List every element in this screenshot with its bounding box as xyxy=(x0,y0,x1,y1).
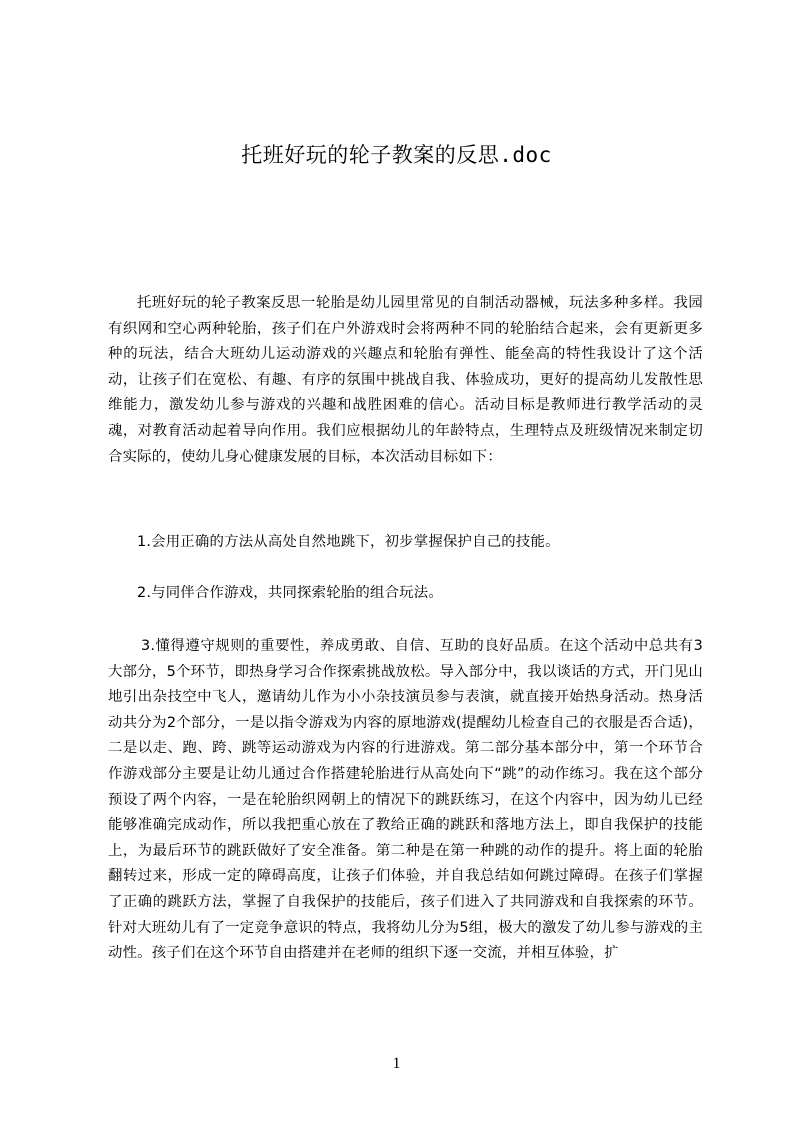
goal-item-1: 1.会用正确的方法从高处自然地跳下，初步掌握保护自己的技能。 xyxy=(137,534,560,550)
goal-item-2: 2.与同伴合作游戏，共同探索轮胎的组合玩法。 xyxy=(137,585,443,601)
document-title: 托班好玩的轮子教案的反思.doc xyxy=(241,143,552,167)
goal-item-3-paragraph: 3.懂得遵守规则的重要性，养成勇敢、自信、互助的良好品质。在这个活动中总共有3大部分，5个环节，即热身学习合作探索挑战放松。导入部分中，我以谈话的方式，开门见山地引出杂技空中飞人，邀请幼儿作为小小杂技演员参与表演，就直接开始热身活动。热身活动共分为2个部分，一是以指令游戏为内容的原地游戏(提醒幼儿检查自己的衣服是否合适)，二是以走、跑、跨、跳等运动游戏为内容的行进游戏。第二部分基本部分中，第一个环节合作游戏部分主要是让幼儿通过合作搭建轮胎进行从高处向下“跳”的动作练习。我在这个部分预设了两个内容，一是在轮胎织网朝上的情况下的跳跃练习，在这个内容中，因为幼儿已经能够准确完成动作，所以我把重心放在了教给正确的跳跃和落地方法上，即自我保护的技能上，为最后环节的跳跃做好了安全准备。第二种是在第一种跳的动作的提升。将上面的轮胎翻转过来，形成一定的障碍高度，让孩子们体验，并自我总结如何跳过障碍。在孩子们掌握了正确的跳跃方法，掌握了自我保护的技能后，孩子们进入了共同游戏和自我探索的环节。针对大班幼儿有了一定竞争意识的特点，我将幼儿分为5组，极大的激发了幼儿参与游戏的主动性。孩子们在这个环节自由搭建并在老师的组织下逐一交流，并相互体验，扩 xyxy=(108,638,703,962)
page-number: 1 xyxy=(392,1055,401,1072)
intro-paragraph: 托班好玩的轮子教案反思一轮胎是幼儿园里常见的自制活动器械，玩法多种多样。我园有织网和空心两种轮胎，孩子们在户外游戏时会将两种不同的轮胎结合起来，会有更新更多种的玩法，结合大班幼儿运动游戏的兴趣点和轮胎有弹性、能垒高的特性我设计了这个活动，让孩子们在宽松、有趣、有序的氛围中挑战自我、体验成功，更好的提高幼儿发散性思维能力，激发幼儿参与游戏的兴趣和战胜困难的信心。活动目标是教师进行教学活动的灵魂，对教育活动起着导向作用。我们应根据幼儿的年龄特点，生理特点及班级情况来制定切合实际的，使幼儿身心健康发展的目标，本次活动目标如下： xyxy=(108,295,703,465)
